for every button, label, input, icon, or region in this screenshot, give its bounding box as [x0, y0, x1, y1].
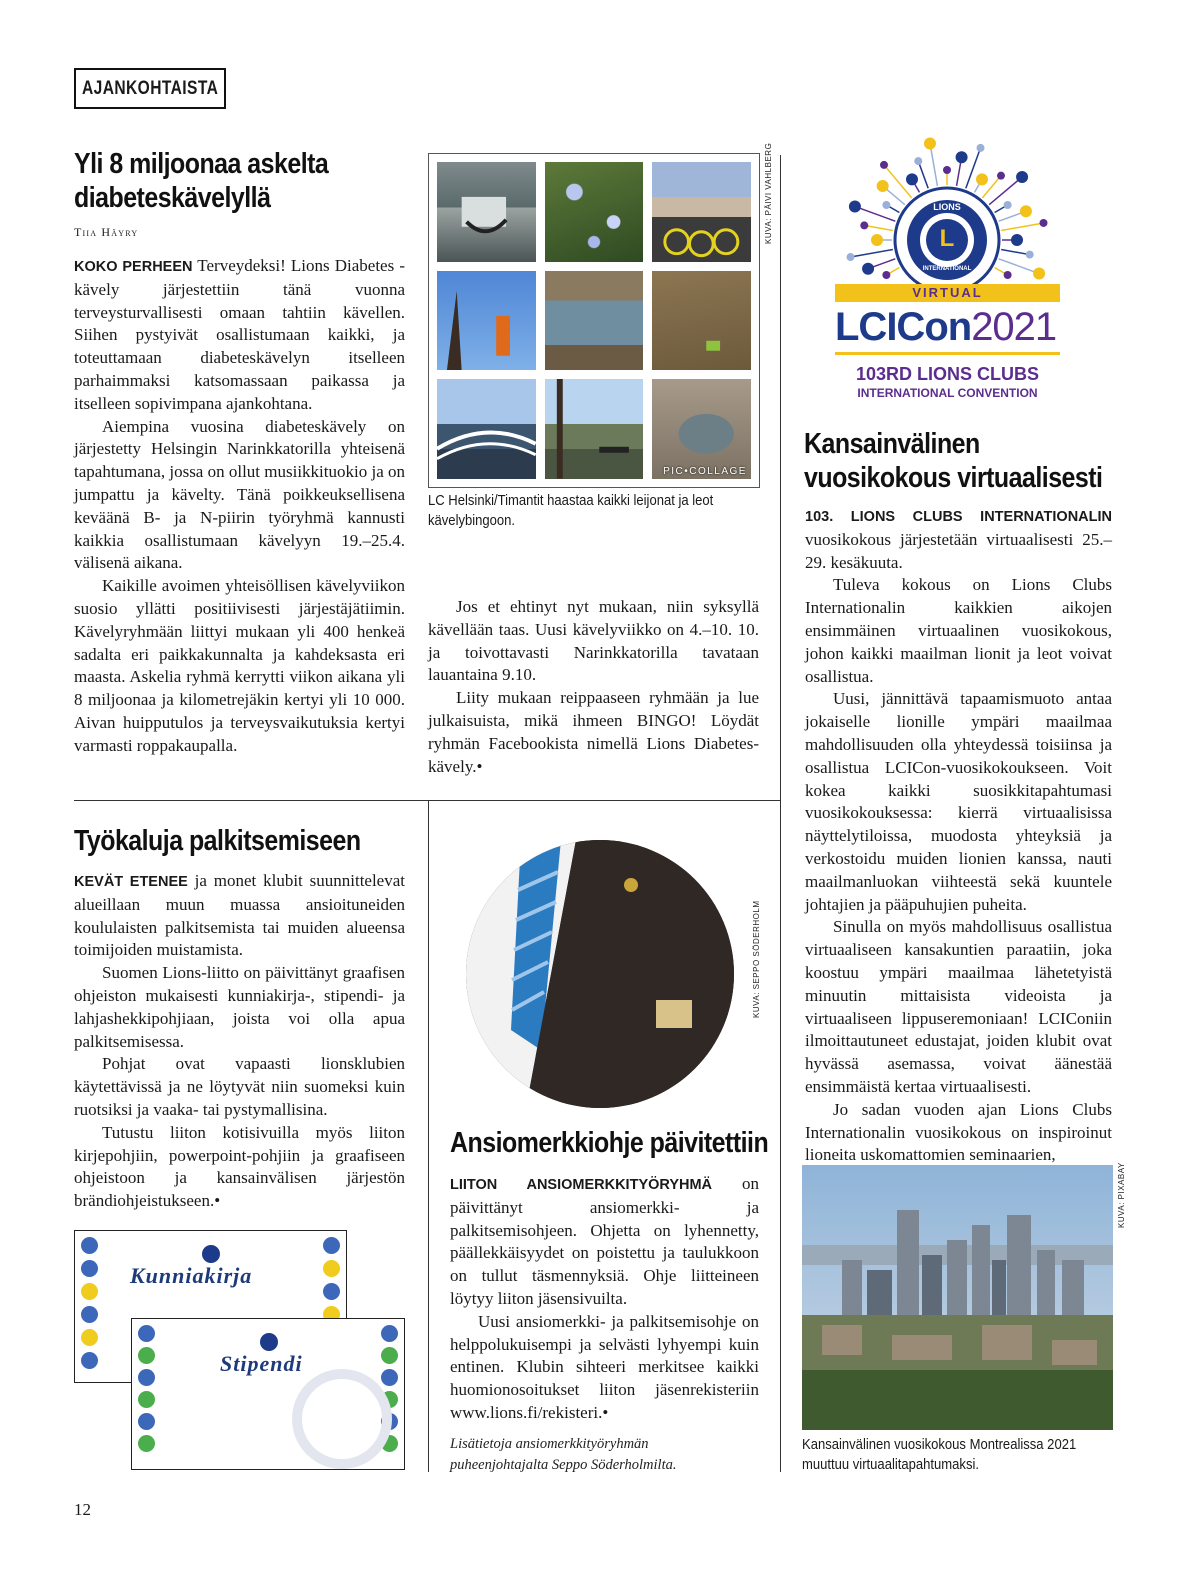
article2-p1-text: vuosikokous järjestetään virtuaalisesti 25.–29. kesäkuuta.: [805, 529, 1112, 572]
article3-lead: KEVÄT ETENEE: [74, 874, 188, 890]
collage-watermark: PIC•COLLAGE: [663, 465, 747, 477]
article3-end-mark: •: [214, 1191, 221, 1211]
article1-p4: Jos et ehtinyt nyt mukaan, niin syksyllä kävellään taas. Uusi kävelyviikko on 4.–10. 10. ja toivottavasti Narinkkatorilla tavataan lauantaina 9.10.: [428, 597, 759, 685]
burst-dot: [1011, 234, 1023, 246]
burst-dot: [1026, 251, 1034, 259]
card-dot: [323, 1283, 340, 1300]
card-dot: [138, 1413, 155, 1430]
article3-p4: [74, 1122, 405, 1213]
article3-title: Työkaluja palkitsemiseen: [74, 825, 361, 857]
article1-p1-text: Terveydeksi! Lions Diabetes -kävely järjestettiin tänä vuonna terveysturvallisesti omaan tahtiin kävellen. Siihen pystyivät osallistumaan kaikki, ja toteuttamaan diabeteskävelyn itselleen parhaimmaksi katsomassaan paikassa ja itselleen sopivimpana ajankohtana.: [74, 256, 405, 413]
collage-tile-6: [652, 271, 751, 371]
article2-title: Kansainvälinen vuosikokous virtuaalisesti: [804, 428, 1103, 494]
card-dot: [81, 1352, 98, 1369]
lcicon-2021-logo: [830, 130, 1065, 410]
article1-p5-text: Liity mukaan reippaaseen ryhmään ja lue julkaisuista, mikä ihmeen BINGO! Löydät ryhmän Facebookista nimellä Lions Diabetes-kävely.: [428, 688, 759, 776]
article1-title-line1: Yli 8 miljoonaa askelta: [74, 148, 329, 180]
column-divider-right-lower: [780, 800, 781, 1472]
burst-ray: [999, 259, 1039, 274]
collage-tile-7: [437, 379, 536, 479]
lions-emblem-top-text: LIONS: [933, 202, 961, 212]
burst-ray: [864, 225, 893, 230]
article1-body-col2: [428, 596, 759, 778]
kunniakirja-title: Kunniakirja: [130, 1263, 253, 1288]
article4-title: Ansiomerkkiohje päivitettiin: [450, 1127, 769, 1159]
card-dot: [381, 1369, 398, 1386]
burst-dot: [1020, 205, 1032, 217]
burst-dot: [860, 221, 868, 229]
article1-p1: [74, 255, 405, 416]
section-label: AJANKOHTAISTA: [81, 77, 219, 99]
burst-dot: [882, 271, 890, 279]
article1-byline: Tiia Häyry: [74, 225, 139, 239]
article3-body: [74, 870, 405, 1213]
card-dot: [323, 1237, 340, 1254]
burst-dot: [877, 180, 889, 192]
burst-dot: [997, 172, 1005, 180]
montreal-skyline-graphic: [802, 1165, 1113, 1430]
article2-photo-caption: Kansainvälinen vuosikokous Montrealissa 2021 muuttuu virtuaalitapahtumaksi.: [802, 1437, 1077, 1473]
article2-p1: [805, 505, 1112, 574]
article4-p1: [450, 1173, 759, 1311]
article1-title: [74, 148, 384, 216]
article1-photo-caption: LC Helsinki/Timantit haastaa kaikki leijonat ja leot kävelybingoon.: [428, 493, 714, 529]
burst-dot: [1040, 219, 1048, 227]
article1-photo-credit: KUVA: PÄIVI VAHLBERG: [764, 142, 773, 244]
walking-bingo-collage: [428, 153, 760, 488]
burst-dot: [880, 161, 888, 169]
collage-tile-9: [652, 379, 751, 479]
horizontal-divider: [74, 800, 780, 801]
burst-dot: [977, 144, 985, 152]
card-dot: [81, 1237, 98, 1254]
burst-dot: [862, 263, 874, 275]
burst-ray: [1001, 250, 1030, 255]
article1-title-line2: diabeteskävelyllä: [74, 181, 271, 214]
article2-p4: Sinulla on myös mahdollisuus osallistua virtuaaliseen kansakuntien paraatiin, joka koostuu ympäri maailmaa lähetetyistä minuutin mittaisista videoista ja virtuaaliseen lippuseremoniaan! LCIConiin ilmoittautuneet edustajat, joiden klubit ovat hyvässä asemassa, voivat äänestää ensimmäistä kertaa virtuaalisesti.: [805, 917, 1112, 1096]
logo-gold-rule: [835, 352, 1060, 355]
article4-body: [450, 1173, 759, 1425]
column-divider-middle: [428, 800, 429, 1472]
burst-ray: [855, 206, 895, 221]
lions-watermark-icon: [292, 1369, 392, 1469]
stipendi-title: Stipendi: [220, 1351, 303, 1376]
column-divider-right: [780, 155, 781, 801]
lcicon-wordmark-year: 2021: [971, 305, 1057, 349]
card-dot: [138, 1369, 155, 1386]
card-dot: [81, 1329, 98, 1346]
burst-ray: [850, 250, 892, 257]
lions-pin-graphic: [466, 840, 734, 1108]
card-dot: [138, 1435, 155, 1452]
article1-lead: KOKO PERHEEN: [74, 259, 193, 275]
article4-end-mark: •: [602, 1402, 609, 1422]
lions-emblem-bottom-text: INTERNATIONAL: [922, 266, 972, 272]
article2-lead: 103. LIONS CLUBS INTERNATIONALIN: [805, 509, 1112, 525]
burst-dot: [1016, 171, 1028, 183]
article4-p2-text: Uusi ansiomerkki- ja palkitsemisohje on helppolukuisempi ja selvästi lyhyempi kuin entinen. Klubin sihteeri merkitsee kaikki huomionosoitukset liiton jäsenrekisteriin www.lions.fi/rekisteri.: [450, 1311, 759, 1422]
section-tag: [74, 68, 226, 109]
burst-dot: [906, 173, 918, 185]
burst-ray: [989, 177, 1022, 205]
convention-subtitle-2: INTERNATIONAL CONVENTION: [857, 386, 1038, 400]
article1-p3: Kaikille avoimen yhteisöllisen kävelyviikon suosio yllätti positiivisesti järjestäjätiimin. Kävelyryhmään liittyi mukaan yli 400 henkeä sadalta eri paikkakunnalta ja kahdeksasta eri maasta. Askelia ryhmä kerrytti viikon aikana yli 8 miljoonaa ja kilometrejäkin kertyi yli 10 000. Aivan huipputulos ja terveysvaikutuksia kertyi varmasti roppakaupalla.: [74, 576, 405, 755]
burst-dot: [871, 234, 883, 246]
card-dot: [138, 1347, 155, 1364]
article2-photo-credit: KUVA: PIXABAY: [1117, 1162, 1126, 1228]
article3-p3: Pohjat ovat vapaasti lionsklubien käytettävissä ja ne löytyvät niin suomeksi kuin ruotsiksi ja vaaka- tai pystymallisina.: [74, 1054, 405, 1119]
article4-photo-credit: KUVA: SEPPO SÖDERHOLM: [752, 900, 761, 1018]
collage-tile-5: [545, 271, 644, 371]
burst-dot: [943, 166, 951, 174]
article2-p5: Jo sadan vuoden ajan Lions Clubs Internationalin vuosikokous on inspiroinut lioneita uskomattomien seminaarien,: [805, 1099, 1112, 1165]
burst-dot: [846, 253, 854, 261]
card-dot: [81, 1260, 98, 1277]
lions-pin-photo: [466, 840, 734, 1108]
collage-tile-2: [545, 162, 644, 262]
article4-p2: [450, 1311, 759, 1425]
collage-tile-8: [545, 379, 644, 479]
burst-dot: [1004, 271, 1012, 279]
virtual-band: VIRTUAL: [835, 284, 1060, 302]
burst-dot: [1004, 201, 1012, 209]
article1-body-col1: [74, 255, 405, 758]
burst-dot: [914, 157, 922, 165]
article3-p2: Suomen Lions-liitto on päivittänyt graafisen ohjeiston mukaisesti kunniakirja-, stipendi- ja lahjashekkipohjiaan, joista voi olla apua palkitsemisessa.: [74, 963, 405, 1051]
article4-lead: LIITON ANSIOMERKKITYÖRYHMÄ: [450, 1177, 713, 1193]
burst-ray: [918, 161, 928, 188]
page-number: 12: [74, 1500, 91, 1519]
article4-contact-note: Lisätietoja ansiomerkkityöryhmän puheenjohtajalta Seppo Söderholmilta.: [450, 1436, 677, 1473]
card-dot: [138, 1391, 155, 1408]
collage-tile-3: [652, 162, 751, 262]
article2-p3: Uusi, jännittävä tapaamismuoto antaa jokaiselle lionille ympäri maailmaa mahdollisuuden olla yhteydessä toisiinsa ja osallistua LCICon-vuosikokoukseen. Voit kokea kaikki suosikkitapahtumasi vuosikokouksessa: kierrä virtuaalisissa näyttelytiloissa, muodosta yhteyksiä ja verkostoidu muiden lionien kanssa, nauti maailmanluokan viihteestä sekä kuuntele johtajien ja pääpuhujien puheita.: [805, 689, 1112, 914]
card-dot: [323, 1260, 340, 1277]
lcicon-wordmark-main: LCICon: [835, 305, 972, 349]
article3-p1: [74, 870, 405, 962]
article4-p1-text: on päivittänyt ansiomerkki- ja palkitsemisohjeen. Ohjetta on lyhennetty, päällekkäisyydet on poistettu ja taulukkoon on tullut täsmennyksiä. Ohje liitteineen löytyy liiton jäsensivuilta.: [450, 1174, 759, 1308]
burst-ray: [1001, 223, 1043, 230]
article1-p2: Aiempina vuosina diabeteskävely on järjestetty Helsingin Narinkkatorilla yhteisenä tapahtumana, jossa on ollut musiikkituokio ja on jumpattu ja kävelty. Tänä poikkeuksellisena keväänä B- ja N-piirin työryhmä kannusti kaikkia osallistumaan kävelyyn 19.–25.4. välisenä aikana.: [74, 416, 405, 573]
card-dot: [381, 1325, 398, 1342]
card-dot: [138, 1325, 155, 1342]
burst-ray: [930, 143, 937, 185]
convention-subtitle-1: 103RD LIONS CLUBS: [855, 364, 1040, 384]
burst-dot: [956, 151, 968, 163]
burst-dot: [976, 173, 988, 185]
card-dot: [81, 1306, 98, 1323]
article3-p4-text: Tutustu liiton kotisivuilla myös liiton kirjepohjiin, powerpoint-pohjiin ja graafiseen ohjeistoon ja kansainvälisen järjestön brändiohjeistukseen.: [74, 1122, 405, 1211]
lcicon-wordmark: [835, 304, 1065, 350]
article1-p5: [428, 687, 759, 778]
collage-tile-4: [437, 271, 536, 371]
article1-end-mark: •: [476, 756, 483, 776]
card-dot: [381, 1347, 398, 1364]
burst-dot: [849, 200, 861, 212]
lions-emblem-letter: L: [939, 225, 955, 252]
article2-p2: Tuleva kokous on Lions Clubs Internationalin kaikkien aikojen ensimmäinen virtuaalinen vuosikokous, johon kaikki maailman lionit ja leot voivat osallistua.: [805, 575, 1112, 686]
burst-dot: [882, 201, 890, 209]
stipendi-card: [131, 1318, 405, 1470]
burst-dot: [1033, 268, 1045, 280]
montreal-skyline-photo: [802, 1165, 1113, 1430]
article2-body: [805, 505, 1112, 1167]
collage-tile-1: [437, 162, 536, 262]
article3-p1-text: ja monet klubit suunnittelevat alueillaan muun muassa ansioituneiden koululaisten palkitsemista tai muiden alueensa toimijoiden muistamista.: [74, 871, 405, 960]
card-dot: [81, 1283, 98, 1300]
burst-dot: [924, 137, 936, 149]
lions-emblem-icon: [260, 1333, 278, 1351]
lions-emblem-icon: [202, 1245, 220, 1263]
